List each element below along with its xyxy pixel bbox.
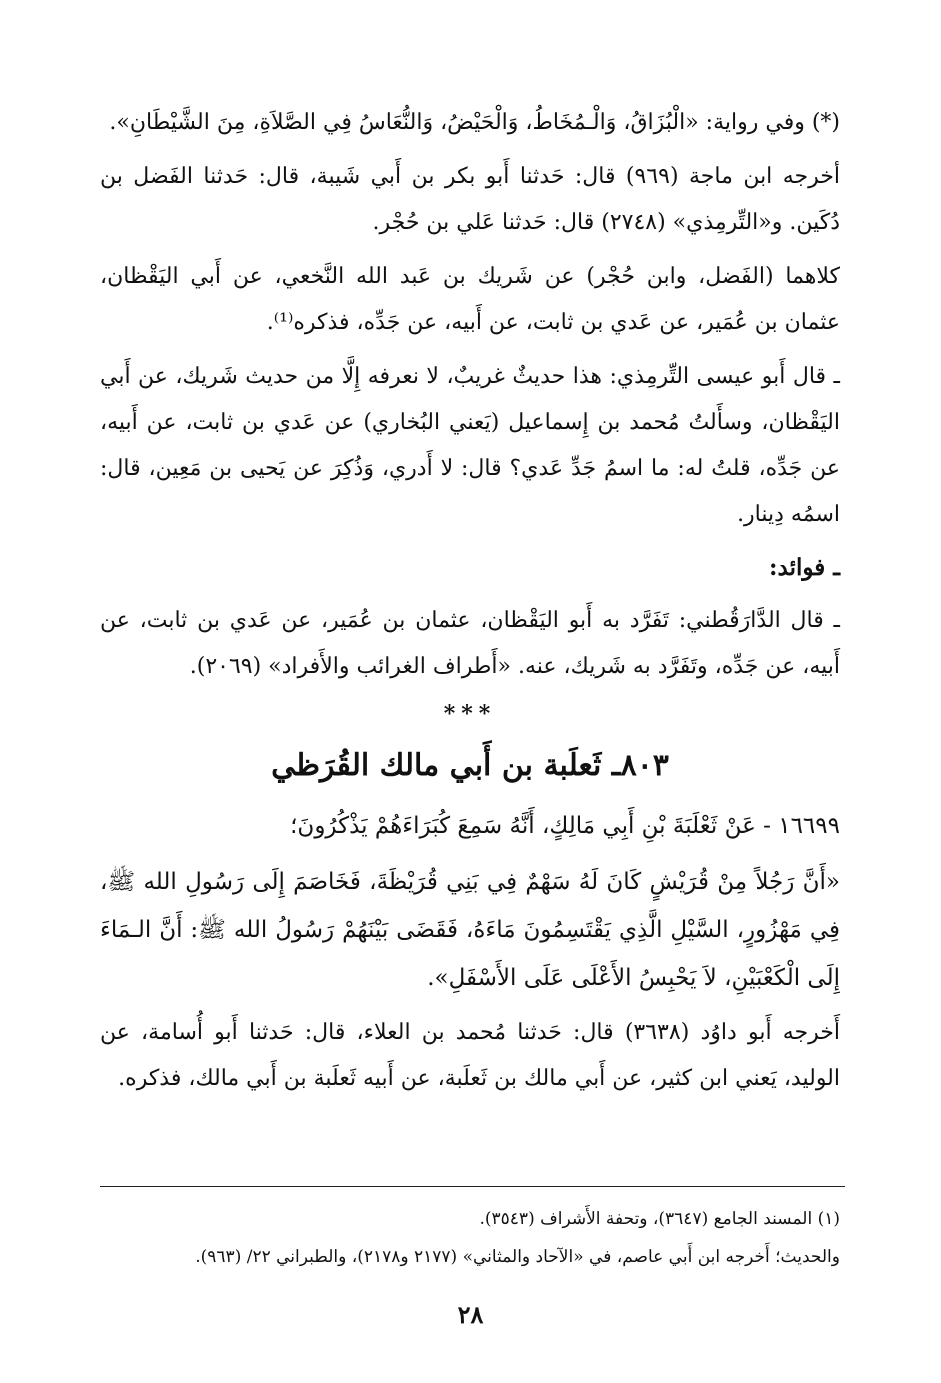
paragraph-takhrij-ibn-majah: أخرجه ابن ماجة (٩٦٩) قال: حَدثنا أَبو بكر بن أَبي شَيبة، قال: حَدثنا الفَضل بن دُكَين. و«التِّرمِذي» (٢٧٤٨) قال: حَدثنا عَلي بن حُجْر. [100,164,840,235]
fawaid-heading: ـ فوائد: [769,554,840,581]
paragraph-variant-narration: (*) وفي رواية: «الْبُزَاقُ، وَالْـمُخَاطُ، وَالْحَيْضُ، وَالنُّعَاسُ فِي الصَّلاَةِ، مِنَ الشَّيْطَانِ». [109,110,840,135]
paragraph-isnad: كلاهما (الفَضل، وابن حُجْر) عن شَريك بن عَبد الله النَّخعي، عن أَبي اليَقْظان، عثمان بن عُمَير، عن عَدي بن ثابت، عن أَبيه، عن جَدِّه، فذكره⁽¹⁾. [100,264,840,335]
footnotes [100,1200,840,1276]
paragraph-tirmidhi-comment: ـ قال أَبو عيسى التِّرمِذي: هذا حديثٌ غريبٌ، لا نعرفه إِلَّا من حديث شَريك، عن أَبي اليَقْظان، وسأَلتُ مُحمد بن إِسماعيل (يَعني البُخاري) عن عَدي بن ثابت، عن أَبيه، عن جَدِّه، قلتُ له: ما اسمُ جَدِّ عَدي؟ قال: لا أَدري، وَذُكِرَ عن يَحيى بن مَعِين، قال: اسمُه دِينار. [100,364,840,527]
page-number: ٢٨ [457,1300,484,1329]
page-body [100,100,840,1110]
footnote-divider [100,1186,845,1187]
chapter-heading: ٨٠٣ـ ثَعلَبة بن أَبي مالك القُرَظي [271,748,669,783]
paragraph-takhrij-abu-dawud: أَخرجه أَبو داوُد (٣٦٣٨) قال: حَدثنا مُحمد بن العلاء، قال: حَدثنا أَبو أُسامة، عن الوليد، يَعني ابن كثير، عن أَبي مالك بن ثَعلَبة، عن أَبيه ثَعلَبة بن أَبي مالك، فذكره. [100,1020,840,1091]
paragraph-daraqutni: ـ قال الدَّارَقُطني: تَفَرَّد به أَبو اليَقْظان، عثمان بن عُمَير، عن عَدي بن ثابت، عن أَبيه، عن جَدِّه، وتَفَرَّد به شَريك، عنه. «أَطراف الغرائب والأَفراد» (٢٠٦٩). [100,608,840,679]
hadith-text: «أَنَّ رَجُلاً مِنْ قُرَيْشٍ كَانَ لَهُ سَهْمٌ فِي بَنِي قُرَيْظَةَ، فَخَاصَمَ إِلَى رَسُولِ الله ﷺ، فِي مَهْزُورٍ، السَّيْلِ الَّذِي يَقْتَسِمُونَ مَاءَهُ، فَقَضَى بَيْنَهُمْ رَسُولُ الله ﷺ: أَنَّ الـمَاءَ إِلَى الْكَعْبَيْنِ، لاَ يَحْبِسُ الأَعْلَى عَلَى الأَسْفَلِ». [100,869,840,991]
hadith-number-line: ١٦٦٩٩ - عَنْ ثَعْلَبَةَ بْنِ أَبِي مَالِكٍ، أَنَّهُ سَمِعَ كُبَرَاءَهُمْ يَذْكُرُونَ؛ [290,813,840,839]
section-separator: *** [443,701,497,727]
footnote-1: (١) المسند الجامع (٣٦٤٧)، وتحفة الأَشراف (٣٥٤٣). [479,1209,840,1229]
footnote-2: والحديث؛ أَخرجه ابن أَبي عاصم، في «الآحاد والمثاني» (٢١٧٧ و٢١٧٨)، والطبراني ٢٢/ (٩٦٣). [195,1247,840,1267]
